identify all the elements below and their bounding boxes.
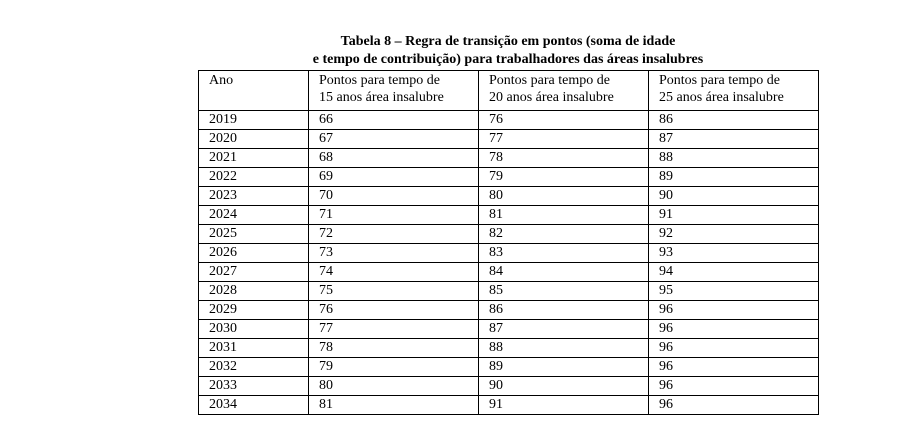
header-ano [199,71,309,111]
year-cell: 2020 [199,130,309,149]
header-text-line: 20 anos área insalubre [489,90,614,105]
header-text-line: Pontos para tempo de [319,73,440,88]
year-cell: 2026 [199,244,309,263]
points-15-cell: 74 [309,263,479,282]
points-20-cell: 90 [479,377,649,396]
table-row [199,339,819,358]
table-row [199,206,819,225]
table-row [199,111,819,130]
table-row [199,149,819,168]
table-row [199,130,819,149]
table-row [199,168,819,187]
transition-points-table [198,70,819,415]
points-15-cell: 67 [309,130,479,149]
table-row [199,320,819,339]
year-cell: 2032 [199,358,309,377]
points-25-cell: 93 [649,244,819,263]
points-15-cell: 81 [309,396,479,415]
points-15-cell: 70 [309,187,479,206]
points-20-cell: 78 [479,149,649,168]
points-15-cell: 72 [309,225,479,244]
header-pontos-25-anos [649,71,819,111]
year-cell: 2019 [199,111,309,130]
table-row [199,396,819,415]
header-pontos-20-anos [479,71,649,111]
points-15-cell: 66 [309,111,479,130]
points-15-cell: 79 [309,358,479,377]
table-header-row [199,71,819,111]
header-text-line: 15 anos área insalubre [319,90,444,105]
points-20-cell: 80 [479,187,649,206]
table-row [199,187,819,206]
header-pontos-15-anos [309,71,479,111]
points-20-cell: 81 [479,206,649,225]
points-15-cell: 76 [309,301,479,320]
table-header [199,71,819,111]
points-25-cell: 87 [649,130,819,149]
points-25-cell: 90 [649,187,819,206]
header-text-line: Pontos para tempo de [659,73,780,88]
table-body [199,111,819,415]
points-20-cell: 82 [479,225,649,244]
points-15-cell: 69 [309,168,479,187]
points-20-cell: 89 [479,358,649,377]
header-text-line: Pontos para tempo de [489,73,610,88]
points-20-cell: 77 [479,130,649,149]
points-25-cell: 96 [649,358,819,377]
table-row [199,244,819,263]
table-row [199,377,819,396]
points-20-cell: 79 [479,168,649,187]
points-25-cell: 96 [649,396,819,415]
year-cell: 2021 [199,149,309,168]
points-25-cell: 91 [649,206,819,225]
points-25-cell: 95 [649,282,819,301]
points-25-cell: 86 [649,111,819,130]
points-15-cell: 73 [309,244,479,263]
points-25-cell: 96 [649,339,819,358]
points-25-cell: 96 [649,320,819,339]
points-15-cell: 68 [309,149,479,168]
year-cell: 2027 [199,263,309,282]
header-text-line: Ano [209,73,234,88]
year-cell: 2025 [199,225,309,244]
points-15-cell: 78 [309,339,479,358]
points-20-cell: 87 [479,320,649,339]
year-cell: 2031 [199,339,309,358]
points-20-cell: 91 [479,396,649,415]
table-caption-line-1: Tabela 8 – Regra de transição em pontos (soma de idade [340,34,676,49]
table-row [199,263,819,282]
points-20-cell: 88 [479,339,649,358]
year-cell: 2030 [199,320,309,339]
year-cell: 2033 [199,377,309,396]
table-caption-line-2: e tempo de contribuição) para trabalhadores das áreas insalubres [312,52,704,67]
points-15-cell: 77 [309,320,479,339]
points-20-cell: 84 [479,263,649,282]
points-25-cell: 96 [649,301,819,320]
points-15-cell: 71 [309,206,479,225]
points-20-cell: 76 [479,111,649,130]
year-cell: 2034 [199,396,309,415]
year-cell: 2022 [199,168,309,187]
points-20-cell: 86 [479,301,649,320]
points-25-cell: 92 [649,225,819,244]
table-row [199,301,819,320]
points-25-cell: 94 [649,263,819,282]
header-text-line: 25 anos área insalubre [659,90,784,105]
year-cell: 2028 [199,282,309,301]
year-cell: 2023 [199,187,309,206]
points-25-cell: 89 [649,168,819,187]
points-15-cell: 75 [309,282,479,301]
points-15-cell: 80 [309,377,479,396]
table-row [199,358,819,377]
year-cell: 2024 [199,206,309,225]
points-20-cell: 83 [479,244,649,263]
points-25-cell: 88 [649,149,819,168]
points-20-cell: 85 [479,282,649,301]
table-row [199,282,819,301]
year-cell: 2029 [199,301,309,320]
table-row [199,225,819,244]
points-25-cell: 96 [649,377,819,396]
